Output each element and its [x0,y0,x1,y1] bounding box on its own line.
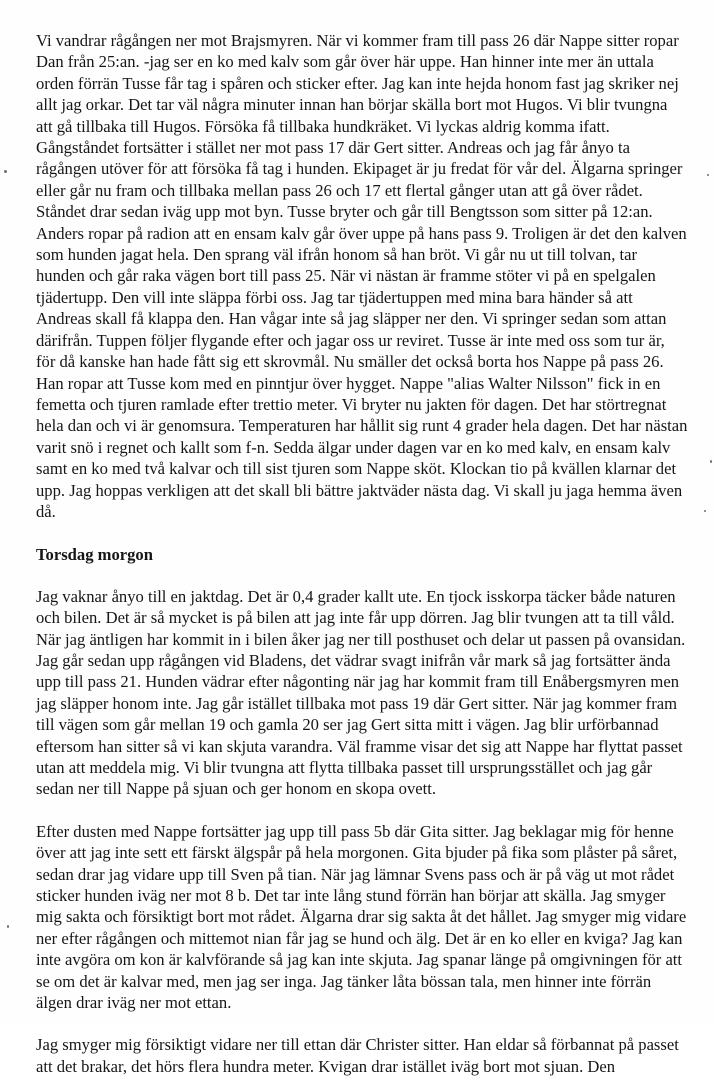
section-heading: Torsdag morgon [36,545,153,565]
paragraph-morning: Jag vaknar ånyo till en jaktdag. Det är 0,4 grader kallt ute. En tjock isskorpa täcker både naturen och bilen. Det är så mycket is på bilen att jag inte får upp dörren. Jag blir tvungen att ta till våld. När jag äntligen har kommit in i bilen åker jag ner till posthuset och delar ut passen på ovansidan. Jag går sedan upp rågången vid Bladens, det vädrar svagt inifrån vår mark så jag fortsätter ända upp till pass 21. Hunden vädrar efter någonting när jag har kommit fram till Enåbergsmyren men jag släpper honom inte. Jag går istället tillbaka mot pass 19 där Gert sitter. När jag kommer fram till vägen som går mellan 19 och gamla 20 ser jag Gert sitta mitt i vägen. Jag blir urförbannad eftersom han sitter så vi kan skjuta varandra. Väl framme visar det sig att Nappe har flyttat passet utan att meddela mig. Vi blir tvungna att flytta tillbaka passet till ursprungsstället och jag går sedan ner till Nappe på sjuan och ger honom en skopa ovett. [36,586,686,799]
paragraph-after-dispute: Efter dusten med Nappe fortsätter jag upp till pass 5b där Gita sitter. Jag beklagar mig för henne över att jag inte sett ett färskt älgspår på hela morgonen. Gita bjuder på fika som plåster på såret, sedan drar jag vidare upp till Sven på tian. När jag lämnar Svens pass och är på väg ut mot rådet sticker hunden iväg ner mot 8 b. Det tar inte lång stund förrän han börjar att skälla. Jag smyger mig sakta och försiktigt bort mot rådet. Älgarna drar sig sakta åt det hållet. Jag smyger mig vidare ner efter rågången och mittemot nian får jag se hund och älg. Det är en ko eller en kviga? Jag kan inte avgöra om kon är kalvförande så jag kan inte skjuta. Jag spanar länge på omgivningen för att se om det är kalvar med, men jag ser inga. Jag tänker låta bössan tala, men hinner inte förrän älgen drar iväg ner mot ettan. [36,821,687,1013]
paragraph-hunt-day-summary: Vi vandrar rågången ner mot Brajsmyren. När vi kommer fram till pass 26 där Nappe sitter ropar Dan från 25:an. -jag ser en ko med kalv som går över här uppe. Han hinner inte mer än uttala orden förrän Tusse får tag i spåren och sticker efter. Jag kan inte hejda honom fast jag skriker nej allt jag orkar. Det tar väl några minuter innan han börjar skälla bort mot Hugos. Vi blir tvungna att gå tillbaka till Hugos. Försöka få tillbaka hundkräket. Vi lyckas aldrig komma ifatt. Gångståndet fortsätter i stället ner mot pass 17 där Gert sitter. Andreas och jag får ånyo ta rågången utöver för att försöka få tag i hunden. Ekipaget är ju fredat för vår del. Älgarna springer eller går nu fram och tillbaka mellan pass 26 och 17 ett flertal gånger utan att gå över rådet. Ståndet drar sedan iväg upp mot byn. Tusse bryter och går till Bengtsson som sitter på 12:an. Anders ropar på radion att en ensam kalv går över uppe på hans pass 9. Troligen är det den kalven som hunden jagat hela. Den sprang väl ifrån honom så han bröt. Vi går nu ut till tolvan, tar hunden och går raka vägen bort till pass 25. När vi nästan är framme stöter vi på en spelgalen tjädertupp. Den vill inte släppa förbi oss. Jag tar tjädertuppen med mina bara händer så att Andreas skall få klappa den. Han vågar inte så jag släpper ner den. Vi springer sedan som attan därifrån. Tuppen följer flygande efter och jagar oss ur reviret. Tusse är inte med oss som tur är, för då kanske han hade fått sig ett skrovmål. Nu smäller det också borta hos Nappe på pass 26. Han ropar att Tusse kom med en pinntjur över hygget. Nappe "alias Walter Nilsson" fick in en femetta och tjuren ramlade efter trettio meter. Vi bryter nu jakten för dagen. Det har störtregnat hela dan och vi är genomsura. Temperaturen har hållit sig runt 4 grader hela dagen. Det har nästan varit snö i regnet och kallt som f-n. Sedda älgar under dagen var en ko med kalv, en ensam kalv samt en ko med två kalvar och till sist tjuren som Nappe sköt. Klockan tio på kvällen klarnar det upp. Jag hoppas verkligen att det skall bli bättre jaktväder nästa dag. Vi skall ju jaga hemma även då. [36,31,688,521]
scan-speck [7,925,9,928]
scan-speck [4,170,7,173]
document-body [36,30,688,1077]
scan-speck [707,174,709,176]
paragraph-sneaking-to-ettan: Jag smyger mig försiktigt vidare ner till ettan där Christer sitter. Han eldar så förbannat på passet att det brakar, det hörs flera hundra meter. Kvigan drar istället iväg bort mot sjuan. Den [36,1035,679,1076]
scan-speck [710,460,712,463]
scan-speck [704,510,706,512]
